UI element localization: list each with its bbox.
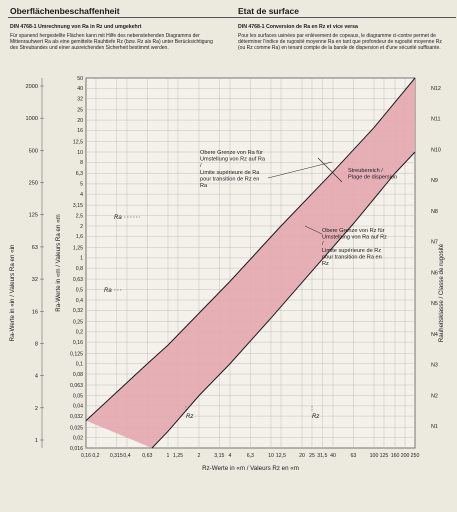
roughness-class-label: N12 xyxy=(431,86,441,92)
header-title-fr: Etat de surface xyxy=(238,6,299,16)
ra-marker-label: Ra xyxy=(114,215,122,221)
y-tick-label: 0,025 xyxy=(70,425,83,432)
upper-ra-limit-label: Obere Grenze von Ra für Umstellung von Rz auf Ra / Limite supérieure de Ra pour transition de Rz en Ra xyxy=(200,150,265,189)
x-tick-label: 12,5 xyxy=(275,453,287,459)
roughness-class-label: N8 xyxy=(431,208,438,215)
y-tick-label: 8 xyxy=(80,160,83,167)
y-tick-label: 1,25 xyxy=(72,245,83,252)
rz-marker-label: Rz xyxy=(312,414,320,420)
y-tick-label: 4 xyxy=(80,191,83,198)
x-tick-label: 0,4 xyxy=(123,453,131,459)
y-tick-label-microinch: 4 xyxy=(34,373,38,380)
y-tick-label: 0,16 xyxy=(72,339,83,346)
y-tick-label: 32 xyxy=(77,96,83,103)
x-tick-label: 0,315 xyxy=(109,453,123,459)
roughness-class-label: N9 xyxy=(431,178,438,185)
y-tick-label: 40 xyxy=(77,86,83,93)
header-subtitle-de: DIN 4768-1 Umrechnung von Ra in Rz und umgekehrt xyxy=(10,24,142,30)
x-tick-label: 4 xyxy=(228,453,232,459)
x-axis-title: Rz-Werte in «m / Valeurs Rz en «m xyxy=(202,465,299,472)
x-tick-label: 40 xyxy=(330,453,336,459)
y-tick-label: 16 xyxy=(77,128,83,135)
roughness-class-label: N4 xyxy=(431,331,438,338)
x-tick-label: 10 xyxy=(268,453,274,459)
y-tick-label: 0,125 xyxy=(70,351,83,358)
y-tick-label: 0,32 xyxy=(72,308,83,315)
y-tick-label: 0,063 xyxy=(70,382,83,389)
y-tick-label: 3,15 xyxy=(72,202,83,209)
header-body-fr: Pour les surfaces usinées par enlèvement de copeaux, le diagramme ci-contre permet de déterminer l'indice de rugosité moyenne Ra en tant que profondeur de rugosité moyenne Rz (ou Rz comme Ra) en tenant compte de la bande de dispersion et d'une sécurité suffisante. xyxy=(238,33,442,52)
y-tick-label-microinch: 2000 xyxy=(25,84,38,90)
x-tick-label: 2 xyxy=(197,453,201,459)
x-tick-label: 63 xyxy=(350,453,357,459)
roughness-class-label: N11 xyxy=(431,116,441,123)
header-body-de: Für spanend hergestellte Flächen kann mit Hilfe des nebenstehenden Diagramms der Mittenrauhwert Ra als eine gemittelte Rauhtiefe Rz (bzw. Rz als Ra) unter Berücksichtigung des Streubandes und einer ausreichenden Sicherheit bestimmt werden. xyxy=(10,33,213,52)
y-tick-label-microinch: 1 xyxy=(34,438,38,444)
y-tick-label: 5 xyxy=(80,181,83,188)
y-tick-label: 0,1 xyxy=(75,361,83,368)
x-tick-label: 20 xyxy=(299,453,305,459)
y-tick-label-microinch: 500 xyxy=(28,148,38,155)
x-tick-label: 200 xyxy=(400,453,410,459)
roughness-class-label: N5 xyxy=(431,301,438,308)
y-tick-label: 2 xyxy=(80,223,83,230)
ra-marker-label: Ra xyxy=(104,288,112,294)
y-tick-label-microinch: 8 xyxy=(34,341,38,348)
x-tick-label: 250 xyxy=(410,453,420,459)
x-tick-label: 100 xyxy=(369,453,379,459)
x-tick-label: 3,15 xyxy=(214,453,225,459)
x-tick-label: 0,2 xyxy=(92,453,100,459)
dispersion-band-label: Streubereich / Plage de dispersion xyxy=(348,168,398,181)
upper-rz-limit-label: Obere Grenze von Rz für Umstellung von Ra auf Rz / Limite supérieure de Rz pour transition de Ra en Rz xyxy=(322,228,387,267)
y-tick-label: 0,016 xyxy=(70,445,83,452)
y-axis-title: Ra-Werte in «m / Valeurs Ra en «m xyxy=(55,214,62,312)
y-tick-label: 0,02 xyxy=(72,435,83,442)
y-tick-label-microinch: 125 xyxy=(28,212,38,219)
y-tick-label: 2,5 xyxy=(75,213,83,220)
y-tick-label: 0,5 xyxy=(75,287,83,294)
y-tick-label: 50 xyxy=(77,75,83,82)
y-tick-label: 0,63 xyxy=(72,276,83,283)
y-tick-label-microinch: 1000 xyxy=(25,116,38,123)
y-tick-label: 1,6 xyxy=(75,234,83,241)
y-tick-label: 0,05 xyxy=(72,393,83,400)
y-tick-label: 25 xyxy=(77,107,83,114)
header-subtitle-fr: DIN 4768-1 Conversion de Ra en Rz et vice versa xyxy=(238,24,358,30)
roughness-class-label: N6 xyxy=(431,270,438,277)
x-tick-label: 0,16 xyxy=(80,453,92,459)
y-tick-label: 6,3 xyxy=(75,171,83,178)
y-tick-label: 0,8 xyxy=(75,265,83,272)
x-tick-label: 6,3 xyxy=(246,453,254,459)
roughness-class-label: N2 xyxy=(431,393,438,400)
roughness-class-label: N3 xyxy=(431,362,438,369)
x-tick-label: 25 xyxy=(309,453,315,459)
y-tick-label-microinch: 2 xyxy=(34,405,38,412)
y-tick-label: 0,4 xyxy=(75,297,83,304)
y-tick-label-microinch: 250 xyxy=(28,180,38,187)
roughness-class-label: N7 xyxy=(431,239,438,246)
y-tick-label: 20 xyxy=(77,117,83,124)
y-tick-label: 0,2 xyxy=(75,329,83,336)
x-tick-label: 160 xyxy=(390,453,400,459)
y-tick-label-microinch: 16 xyxy=(31,309,38,316)
x-tick-label: 125 xyxy=(379,453,389,459)
x-tick-label: 1 xyxy=(166,453,170,459)
roughness-class-label: N1 xyxy=(431,424,438,430)
y-tick-label: 10 xyxy=(77,149,83,156)
rz-marker-label: Rz xyxy=(186,414,194,420)
y-tick-label-microinch: 32 xyxy=(31,277,38,284)
roughness-class-title: Rauheitsklasse / Classe de rugosité xyxy=(438,243,445,343)
y-tick-label-microinch: 63 xyxy=(31,244,38,251)
y-axis-title-microinch: Ra-Werte in «in / Valeurs Ra en «in xyxy=(9,244,16,342)
x-tick-label: 31,5 xyxy=(317,453,328,459)
y-tick-label: 0,25 xyxy=(72,319,83,326)
x-tick-label: 0,63 xyxy=(142,453,153,459)
y-tick-label: 1 xyxy=(80,255,83,262)
roughness-class-label: N10 xyxy=(431,147,441,154)
x-tick-label: 1,25 xyxy=(172,453,184,459)
y-tick-label: 0,04 xyxy=(72,403,83,410)
y-tick-label: 0,08 xyxy=(72,371,83,378)
y-tick-label: 12,5 xyxy=(72,139,83,146)
y-tick-label: 0,032 xyxy=(70,413,83,420)
header-title-de: Oberflächenbeschaffenheit xyxy=(10,6,120,16)
